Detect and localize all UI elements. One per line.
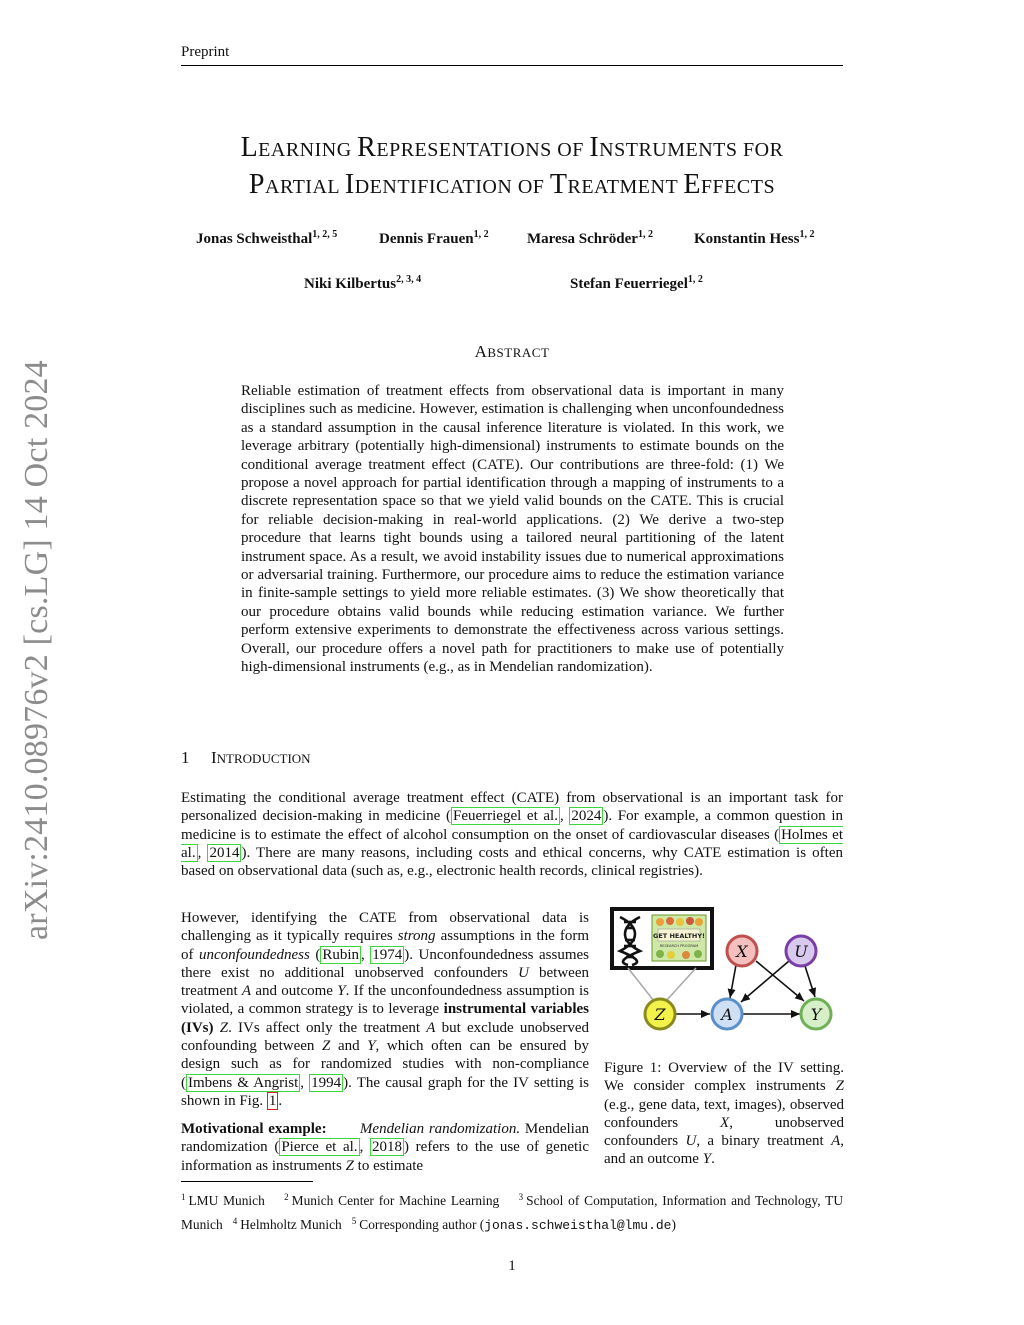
author: Maresa Schröder$^{1, 2}$ — [527, 229, 653, 247]
citation-link[interactable]: Feuerriegel et al. — [452, 808, 558, 825]
abstract-text: Reliable estimation of treatment effects from observational data is important in many disciplines such as medicine. However, estimation is challenging when unconfoundedness as a standard assumption in the causal inference literature is violated. In this work, we leverage arbitrary (potentially high-dimensional) instruments to estimate bounds on the conditional average treatment effect (CATE). Our contributions are three-fold: (1) We propose a novel approach for partial identification through a mapping of instruments to a discrete representation space so that we yield valid bounds on the CATE. This is crucial for reliable decision-making in real-world applications. (2) We derive a two-step procedure that learns tight bounds using a tailored neural partitioning of the latent instrument space. As a result, we avoid instability issues due to numerical approximations or adversarial training. Furthermore, our procedure aims to reduce the estimation variance in finite-sample settings to yield more reliable estimates. (3) We show theoretically that our procedure obtains valid bounds while reducing estimation variance. We further perform extensive experiments to demonstrate the effectiveness across various settings. Overall, our procedure offers a novel path for practitioners to make use of potentially high-dimensional instruments (e.g., as in Mendelian randomization). — [241, 383, 784, 676]
footnote-rule — [181, 1181, 313, 1182]
author: Dennis Frauen$^{1, 2}$ — [379, 229, 489, 247]
citation-link[interactable]: 1974 — [372, 946, 403, 963]
edge-x-to-y — [756, 961, 804, 1001]
arxiv-identifier: arXiv:2410.08976v2 [cs.LG] 14 Oct 2024 — [18, 360, 55, 940]
edge-x-to-a — [730, 965, 736, 998]
author: Konstantin Hess$^{1, 2}$ — [694, 229, 815, 247]
node-a-label: A — [721, 1005, 733, 1024]
author: Niki Kilbertus$^{2, 3, 4}$ — [304, 274, 422, 292]
citation-link[interactable]: Rubin — [322, 946, 360, 963]
author: Stefan Feuerriegel$^{1, 2}$ — [570, 274, 703, 292]
intro-paragraph-1: Estimating the conditional average treatment effect (CATE) from observational is an important task for personalized decision-making in medicine ( Feuerriegel et al. , 2024 ). For example, a common question in medicine is to estimate the effect of alcohol consumption on the onset of cardiovascular diseases ( Holmes et al. , 2014 ). There are many reasons, including costs and ethical concerns, why CATE estimation is often based on observational data (such as, e.g., electronic health records, clinical registries). — [181, 790, 843, 880]
intro-paragraph-3: Motivational example: Mendelian randomization. Mendelian randomization ( Pierce et al. , 2018 ) refers to the use of genetic information as instruments Z to estimate — [181, 1121, 590, 1174]
image-to-z-connector — [628, 968, 654, 1001]
svg-text:GET HEALTHY!: GET HEALTHY! — [653, 932, 705, 940]
citation-link[interactable]: Holmes et al. — [181, 826, 843, 861]
edge-u-to-y — [805, 966, 815, 997]
svg-text:RESEARCH PROGRAM: RESEARCH PROGRAM — [659, 944, 699, 948]
citation-link[interactable]: 2018 — [372, 1139, 402, 1156]
header-rule — [181, 65, 843, 66]
email-link[interactable]: jonas.schweisthal@lmu.de — [484, 1218, 672, 1233]
figure-1-causal-graph — [606, 905, 842, 1050]
section-heading: 1 INTRODUCTION — [181, 748, 311, 767]
citation-link[interactable]: 2014 — [209, 844, 240, 861]
paper-title — [150, 130, 874, 204]
citation-link[interactable]: Pierce et al. — [281, 1139, 358, 1156]
figure-reference-link[interactable]: 1 — [268, 1092, 277, 1109]
author: Jonas Schweisthal$^{1, 2, 5}$ — [196, 229, 338, 247]
node-y-label: Y — [810, 1005, 822, 1024]
title-line-2: PARTIAL IDENTIFICATION OF TREATMENT EFFECTS — [248, 169, 776, 200]
health-poster-image — [652, 915, 706, 961]
figure-1-caption: Figure 1: Overview of the IV setting. We consider complex instruments Z (e.g., gene data, text, images), observed confounders X, unobserved confounders U, a binary treatment A, and an outcome Y. — [604, 1060, 844, 1168]
citation-link[interactable]: Imbens & Angrist — [188, 1074, 299, 1091]
citation-link[interactable]: 2024 — [571, 808, 602, 825]
running-header: Preprint — [181, 44, 230, 60]
affiliations-footnote: $^1$ LMU Munich $^2$ Munich Center for Machine Learning $^3$ School of Computation, Information and Technology, TU Munich $^4$ Helmholtz Munich $^5$ Corresponding author (jonas.schweisthal@lmu.de) — [181, 1192, 844, 1233]
image-to-z-connector — [666, 968, 696, 1001]
node-u-label: U — [794, 942, 808, 961]
abstract-heading: ABSTRACT — [474, 342, 550, 361]
intro-paragraph-2: However, identifying the CATE from observational data is challenging as it typically requires strong assumptions in the form of unconfoundedness ( Rubin , 1974 ). Unconfoundedness assumes there exist no additional unobserved confounders U between treatment A and outcome Y. If the unconfoundedness assumption is violated, a common strategy is to leverage instrumental variables (IVs) Z. IVs affect only the treatment A but exclude unobserved confounding between Z and Y, which often can be ensured by design such as for randomized studies with non-compliance ( Imbens & Angrist , 1994 ). The causal graph for the IV setting is shown in Fig. 1 . — [181, 910, 590, 1109]
node-x-label: X — [736, 942, 748, 961]
node-z-label: Z — [654, 1005, 666, 1024]
citation-link[interactable]: 1994 — [311, 1074, 342, 1091]
title-line-1: LEARNING REPRESENTATIONS OF INSTRUMENTS FOR — [240, 132, 784, 163]
page-number: 1 — [508, 1258, 516, 1274]
